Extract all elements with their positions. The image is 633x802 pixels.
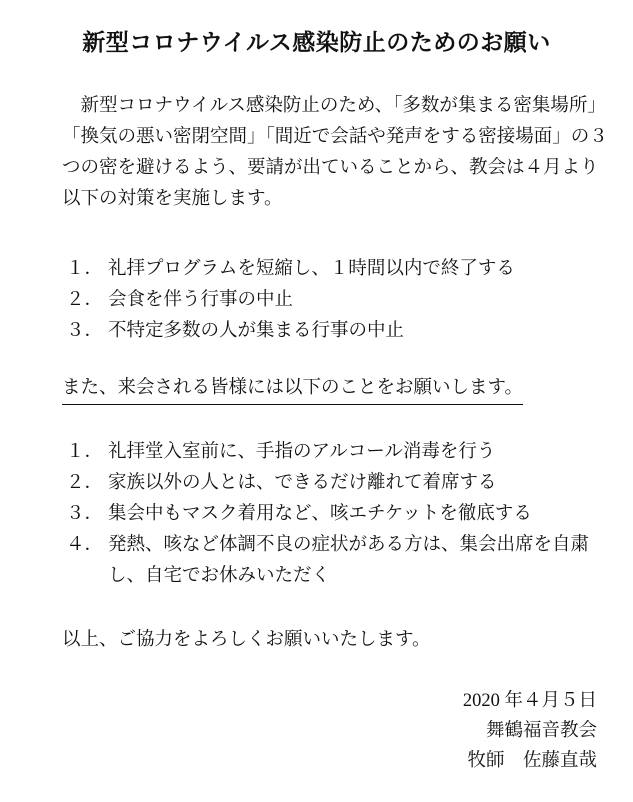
list-item bbox=[66, 498, 598, 529]
item-text: 不特定多数の人が集まる行事の中止 bbox=[108, 320, 405, 341]
list-item bbox=[66, 467, 598, 498]
notice-title: 新型コロナウイルス感染防止のためのお願い bbox=[82, 30, 551, 56]
request-intro: また、来会される皆様には以下のことをお願いします。 bbox=[62, 372, 523, 405]
signature-block bbox=[463, 686, 597, 776]
item-number: １． bbox=[66, 258, 104, 279]
item-text: 会食を伴う行事の中止 bbox=[108, 289, 294, 310]
item-number: ２． bbox=[66, 472, 104, 493]
item-number: ３． bbox=[66, 503, 104, 524]
list-item bbox=[66, 284, 515, 315]
item-text: 発熱、咳など体調不良の症状がある方は、集会出席を自粛し、自宅でお休みいただく bbox=[108, 534, 590, 586]
pastor-name: 牧師 佐藤直哉 bbox=[467, 750, 597, 771]
signature-date: 2020 年４月５日 bbox=[462, 691, 597, 711]
list-item bbox=[66, 436, 598, 467]
item-number: ４． bbox=[66, 534, 104, 555]
measures-list bbox=[66, 253, 515, 346]
item-number: ３． bbox=[66, 320, 104, 341]
closing-text: 以上、ご協力をよろしくお願いいたします。 bbox=[62, 629, 431, 650]
item-text: 礼拝堂入室前に、手指のアルコール消毒を行う bbox=[108, 441, 496, 462]
list-item bbox=[66, 529, 598, 591]
intro-paragraph bbox=[62, 90, 610, 214]
church-name: 舞鶴福音教会 bbox=[485, 720, 597, 741]
item-text: 集会中もマスク着用など、咳エチケットを徹底する bbox=[108, 503, 532, 524]
requests-list bbox=[66, 436, 598, 591]
item-text: 礼拝プログラムを短縮し、１時間以内で終了する bbox=[108, 258, 515, 279]
intro-text: 新型コロナウイルス感染防止のため、「多数が集まる密集場所」「換気の悪い密閉空間」「間近で会話や発声をする密接場面」の３つの密を避けるよう、要請が出ていることから、教会は４月より以下の対策を実施します。 bbox=[62, 95, 608, 209]
list-item bbox=[66, 253, 515, 284]
item-number: ２． bbox=[66, 289, 104, 310]
item-number: １． bbox=[66, 441, 104, 462]
list-item bbox=[66, 315, 515, 346]
item-text: 家族以外の人とは、できるだけ離れて着席する bbox=[108, 472, 497, 493]
